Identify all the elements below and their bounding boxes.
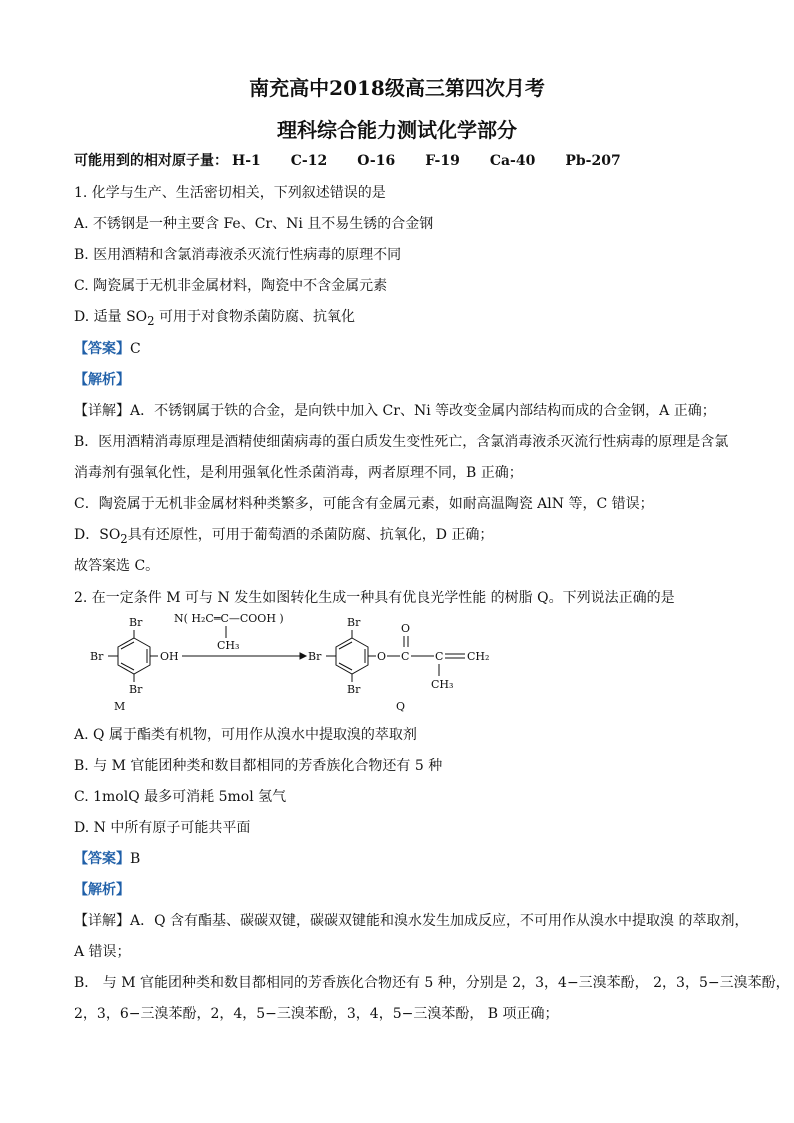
analysis-tag: 【解析】 — [74, 372, 130, 388]
q1-analysis — [74, 369, 734, 389]
mass-item: F-19 — [425, 153, 460, 169]
q1-explain-a — [74, 400, 734, 420]
br-atom: Br — [129, 616, 143, 629]
q2-analysis — [74, 879, 734, 899]
ester-oxygen: O — [377, 650, 387, 663]
benzene-ring-m — [118, 638, 150, 674]
q1-option-d-rest: 可用于对食物杀菌防腐、抗氧化 — [154, 309, 356, 325]
reaction-scheme — [74, 608, 514, 718]
mass-item: Ca-40 — [489, 153, 536, 169]
q1-conclusion: 故答案选 C。 — [74, 558, 160, 574]
reagent-n: N( H₂C═C—COOH ) — [174, 612, 284, 625]
detail-tag: 【详解】 — [74, 403, 130, 419]
double-bond-m — [121, 642, 134, 649]
arrow-head — [300, 653, 306, 659]
double-bond-q — [339, 642, 352, 649]
ch3-group: CH₃ — [431, 678, 454, 691]
benzene-ring-q — [336, 638, 368, 674]
atomic-masses — [74, 150, 734, 170]
mass-item: H-1 — [232, 153, 261, 169]
q2-answer — [74, 848, 734, 868]
br-atom: Br — [90, 650, 104, 663]
q2-explain-a-text: A．Q 含有酯基、碳碳双键，碳碳双键能和溴水发生加成反应，不可用作从溴水中提取溴 的萃取剂， — [130, 913, 749, 929]
q1-explain-a-text: A．不锈钢属于铁的合金，是向铁中加入 Cr、Ni 等改变金属内部结构而成的合金钢，A 正确； — [130, 403, 716, 419]
q1-option-c: C. 陶瓷属于无机非金属材料，陶瓷中不含金属元素 — [74, 278, 388, 294]
q1-explain-b: B．医用酒精消毒原理是酒精使细菌病毒的蛋白质发生变性死亡，含氯消毒液杀灭流行性病毒的原理是含氯 — [74, 434, 729, 450]
br-atom: Br — [308, 650, 322, 663]
answer-value: B — [130, 851, 141, 867]
q1-explain-d — [74, 524, 734, 546]
alkene-carbon: C — [435, 650, 444, 663]
q1-option-b: B. 医用酒精和含氯消毒液杀灭流行性病毒的原理不同 — [74, 247, 402, 263]
q2-option-b: B. 与 M 官能团种类和数目都相同的芳香族化合物还有 5 种 — [74, 758, 443, 774]
oh-group: OH — [160, 650, 179, 663]
detail-tag: 【详解】 — [74, 913, 130, 929]
br-atom: Br — [129, 683, 143, 696]
molecule-q — [308, 616, 489, 713]
q2-explain-a-cont: A 错误； — [74, 944, 131, 960]
mass-item: Pb-207 — [565, 153, 621, 169]
q2-stem: 2. 在一定条件 M 可与 N 发生如图转化生成一种具有优良光学性能 的树脂 Q。下列说法正确的是 — [74, 590, 675, 606]
answer-tag: 【答案】 — [74, 851, 130, 867]
answer-value: C — [130, 341, 141, 357]
label-q: Q — [396, 700, 406, 713]
q2-explain-a — [74, 910, 749, 930]
label-m: M — [114, 700, 126, 713]
reagent-methyl: CH₃ — [217, 639, 240, 652]
answer-tag: 【答案】 — [74, 341, 130, 357]
q1-option-a: A. 不锈钢是一种主要含 Fe、Cr、Ni 且不易生锈的合金钢 — [74, 216, 434, 232]
q2-option-c: C. 1molQ 最多可消耗 5mol 氢气 — [74, 789, 287, 805]
carbonyl-oxygen: O — [401, 622, 411, 635]
exam-subtitle: 理科综合能力测试化学部分 — [277, 118, 517, 142]
carbonyl-carbon: C — [401, 650, 410, 663]
q1-answer — [74, 338, 734, 358]
q1-option-d — [74, 306, 734, 328]
q1-explain-d-rest: 具有还原性，可用于葡萄酒的杀菌防腐、抗氧化，D 正确； — [127, 527, 494, 543]
ch2-group: CH₂ — [467, 650, 490, 663]
br-atom: Br — [347, 683, 361, 696]
br-atom: Br — [347, 616, 361, 629]
q1-option-d-sub: 2 — [147, 313, 155, 328]
double-bond-m — [121, 663, 134, 670]
mass-item: C-12 — [290, 153, 328, 169]
q2-option-a: A. Q 属于酯类有机物，可用作从溴水中提取溴的萃取剂 — [74, 727, 417, 743]
reaction-arrow — [174, 612, 306, 659]
q1-explain-d-sub: 2 — [120, 531, 128, 546]
molecule-m — [90, 616, 179, 713]
q2-explain-b: B． 与 M 官能团种类和数目都相同的芳香族化合物还有 5 种，分别是 2，3，4−三溴苯酚， 2，3，5−三溴苯酚， — [74, 975, 790, 991]
atomic-masses-label: 可能用到的相对原子量： — [74, 153, 228, 169]
q1-explain-d-text: D．SO — [74, 527, 121, 543]
analysis-tag: 【解析】 — [74, 882, 130, 898]
double-bond-q — [339, 663, 352, 670]
q2-option-d: D. N 中所有原子可能共平面 — [74, 820, 251, 836]
q1-explain-c: C．陶瓷属于无机非金属材料种类繁多，可能含有金属元素，如耐高温陶瓷 AlN 等，C 错误； — [74, 496, 654, 512]
exam-title: 南充高中2018级高三第四次月考 — [249, 76, 545, 100]
q1-stem: 1. 化学与生产、生活密切相关，下列叙述错误的是 — [74, 185, 386, 201]
mass-item: O-16 — [357, 153, 396, 169]
q1-explain-b-cont: 消毒剂有强氧化性，是利用强氧化性杀菌消毒，两者原理不同，B 正确； — [74, 465, 523, 481]
q2-explain-b-cont: 2，3，6−三溴苯酚，2，4，5−三溴苯酚，3，4，5−三溴苯酚， B 项正确； — [74, 1006, 559, 1022]
q1-option-d-text: D. 适量 SO — [74, 309, 148, 325]
